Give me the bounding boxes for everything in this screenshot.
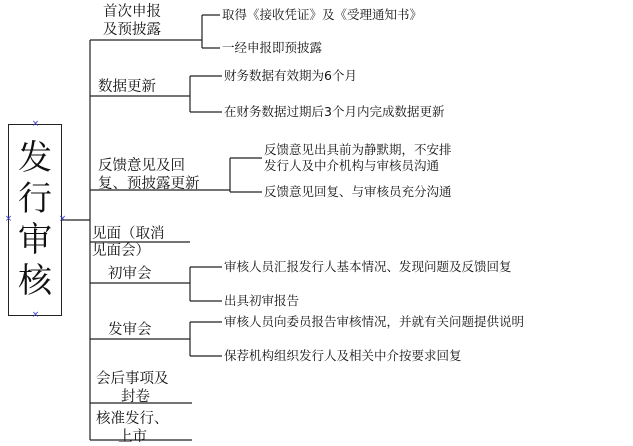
branch-line: 及预披露 [103,22,161,38]
root-char: 发 [18,138,52,178]
leaf-line: 审核人员向委员报告审核情况，并就有关问题提供说明 [224,314,525,329]
selection-handle-left: × [4,214,13,224]
root-char: 行 [18,179,52,219]
leaf-line: 一经申报即预披露 [222,40,323,55]
branch-line: 数据更新 [98,79,156,95]
branch-line: 复、预披露更新 [98,176,200,192]
branch-line: 首次申报 [103,4,161,20]
branch-approval-listing [96,410,169,446]
leaf-item [224,259,512,275]
leaf-line: 在财务数据过期后3个月内完成数据更新 [224,104,445,119]
leaf-line: 保荐机构组织发行人及相关中介按要求回复 [224,348,462,363]
leaf-line: 财务数据有效期为6个月 [224,68,357,83]
leaf-item [222,7,422,23]
leaf-line: 反馈意见回复、与审核员充分沟通 [264,184,452,199]
branch-line: 初审会 [108,266,152,282]
branch-line: 核准发行、 [96,411,169,427]
root-node-title [8,124,62,316]
leaf-item [224,104,444,120]
leaf-item [224,293,299,309]
leaf-line: 出具初审报告 [224,293,300,308]
leaf-item [224,314,524,330]
leaf-line: 审核人员汇报发行人基本情况、发现问题及反馈回复 [224,259,512,274]
leaf-item [222,40,322,56]
branch-line: 封卷 [121,389,150,405]
branch-feedback-reply [98,157,200,193]
leaf-line: 取得《接收凭证》及《受理通知书》 [222,7,423,22]
branch-line: 上市 [118,429,147,445]
root-char: 核 [18,261,52,301]
branch-line: 反馈意见及回 [98,158,185,174]
branch-meeting [92,225,165,260]
leaf-item [224,348,462,364]
leaf-item [264,142,452,174]
root-char: 审 [18,220,52,260]
leaf-line: 反馈意见出具前为静默期，不安排 [264,142,452,157]
leaf-item [264,184,452,200]
leaf-item [224,68,357,84]
selection-handle-top: × [31,119,40,129]
branch-line: 见面会） [92,243,150,259]
branch-line: 发审会 [108,322,152,338]
branch-data-update [98,78,156,96]
branch-preliminary-review [108,265,152,283]
branch-line: 见面（取消 [92,226,165,242]
branch-initial-filing [103,3,161,39]
branch-review-committee [108,321,152,339]
leaf-line: 发行人及中介机构与审核员沟通 [264,158,440,173]
branch-post-meeting [96,370,169,406]
selection-handle-bottom: × [31,310,40,320]
selection-handle-right: × [58,214,67,224]
branch-line: 会后事项及 [96,371,169,387]
